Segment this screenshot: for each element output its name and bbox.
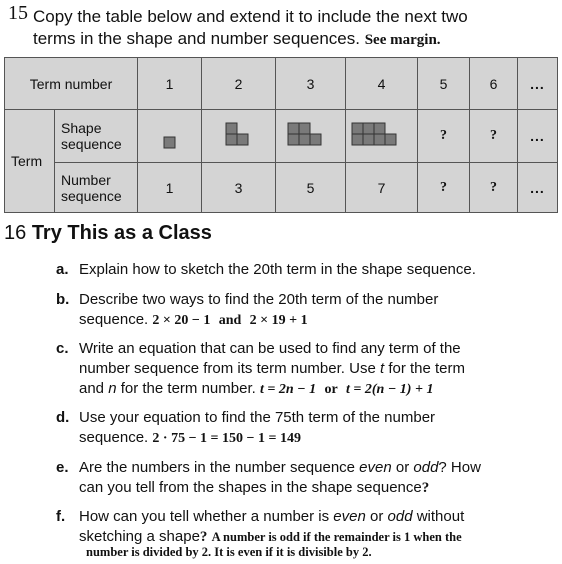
- term-number-cell: 4: [346, 58, 418, 110]
- item-c: [56, 339, 465, 400]
- number-term-cell: 1: [138, 163, 202, 213]
- item-f-even: even: [333, 508, 366, 525]
- item-c-answer1: t = 2n − 1: [259, 382, 317, 397]
- item-e-or: or: [395, 459, 410, 476]
- item-f-line2-text: sketching a shape: [79, 528, 200, 545]
- term-number-cell: 3: [276, 58, 346, 110]
- item-d-line2-text: sequence.: [79, 429, 149, 446]
- item-e-line1-end: ? How: [438, 459, 481, 476]
- shape-term-6-unknown: ?: [470, 110, 518, 163]
- item-f-line1-end: without: [416, 508, 465, 525]
- problem-15-number: 15: [8, 2, 28, 24]
- item-b-line2: [79, 310, 438, 331]
- item-e-letter: e.: [56, 459, 69, 476]
- term-number-header: Term number: [5, 58, 138, 110]
- item-f-letter: f.: [56, 508, 66, 525]
- shape-term-4-figure: [348, 113, 416, 157]
- item-b-and: and: [218, 313, 242, 328]
- item-e-line2-text: can you tell from the shapes in the shape sequence: [79, 479, 422, 496]
- term-number-cell: 6: [470, 58, 518, 110]
- item-f-line1: [79, 507, 464, 527]
- term-row-header: Term: [5, 110, 55, 213]
- margin-note: See margin.: [364, 32, 441, 48]
- problem-16-heading: [4, 222, 212, 245]
- item-c-letter: c.: [56, 340, 69, 357]
- shape-label-line1: Shape: [61, 120, 102, 136]
- item-e-line2: [79, 478, 481, 498]
- problem-15-line2: [33, 28, 441, 51]
- shape-term-2-figure: [204, 113, 274, 157]
- item-a-text: Explain how to sketch the 20th term in the shape sequence.: [79, 261, 476, 278]
- item-e-even: even: [359, 459, 392, 476]
- item-c-or: or: [324, 382, 338, 397]
- item-a: [56, 260, 476, 280]
- shape-term-1: [138, 110, 202, 163]
- item-c-line2-text: number sequence from its term number. Use: [79, 360, 376, 377]
- term-number-cell: 5: [418, 58, 470, 110]
- shape-term-5-unknown: ?: [418, 110, 470, 163]
- item-c-line2-end: for the term: [388, 360, 466, 377]
- shape-label-line2: sequence: [61, 136, 122, 152]
- sequence-table: [4, 57, 558, 213]
- item-f-line2: [79, 527, 464, 547]
- number-sequence-header: [55, 163, 138, 213]
- item-e-line1-text: Are the numbers in the number sequence: [79, 459, 355, 476]
- item-b-letter: b.: [56, 291, 70, 308]
- item-d-line2: [79, 428, 435, 449]
- item-b-line2-text: sequence.: [79, 311, 149, 328]
- item-b: [56, 290, 438, 331]
- term-number-ellipsis: ...: [518, 58, 558, 110]
- problem-16-number: 16: [4, 222, 27, 244]
- item-c-line1: Write an equation that can be used to find any term of the: [79, 340, 461, 357]
- item-b-answer2: 2 × 19 + 1: [249, 313, 308, 328]
- item-c-var-t: t: [379, 360, 385, 377]
- number-ellipsis: ...: [518, 163, 558, 213]
- item-c-and: and: [79, 380, 105, 397]
- item-c-answer2: t = 2(n − 1) + 1: [346, 382, 434, 397]
- number-term-cell: 7: [346, 163, 418, 213]
- item-f-odd: odd: [387, 508, 413, 525]
- problem-16-title: Try This as a Class: [31, 222, 212, 244]
- shape-term-3-figure: [278, 113, 344, 157]
- item-f: [56, 507, 464, 547]
- item-f-answer-line2: number is divided by 2. It is even if it is divisible by 2.: [86, 545, 372, 559]
- shape-term-3: [276, 110, 346, 163]
- number-term-cell: ?: [418, 163, 470, 213]
- term-number-cell: 1: [138, 58, 202, 110]
- number-term-cell: 5: [276, 163, 346, 213]
- item-c-line3: [79, 379, 465, 400]
- item-b-answer1: 2 × 20 − 1: [152, 313, 211, 328]
- item-c-line3-text: for the term number.: [120, 380, 256, 397]
- item-f-line1-text: How can you tell whether a number is: [79, 508, 330, 525]
- item-d-letter: d.: [56, 409, 70, 426]
- problem-15-line1: Copy the table below and extend it to include the next two: [33, 7, 468, 26]
- item-f-or: or: [370, 508, 384, 525]
- number-term-cell: 3: [202, 163, 276, 213]
- item-d: [56, 408, 435, 449]
- shape-sequence-header: [55, 110, 138, 163]
- item-c-line2: [79, 359, 465, 379]
- item-c-var-n: n: [108, 380, 117, 397]
- item-e: [56, 458, 481, 498]
- shape-ellipsis: ...: [518, 110, 558, 163]
- item-e-question-mark: ?: [421, 480, 430, 496]
- shape-term-4: [346, 110, 418, 163]
- item-e-line1: [79, 458, 481, 478]
- item-e-odd: odd: [413, 459, 439, 476]
- item-f-answer-line1: A number is odd if the remainder is 1 when the: [211, 530, 462, 544]
- term-number-cell: 2: [202, 58, 276, 110]
- item-f-question-mark: ?: [199, 529, 208, 545]
- number-term-cell: ?: [470, 163, 518, 213]
- number-label-line1: Number: [61, 171, 111, 188]
- item-a-letter: a.: [56, 261, 69, 278]
- problem-15-line2-text: terms in the shape and number sequences.: [33, 29, 360, 48]
- item-d-line1: Use your equation to find the 75th term of the number: [79, 409, 436, 426]
- item-d-answer: 2 · 75 − 1 = 150 − 1 = 149: [152, 431, 301, 446]
- shape-term-2: [202, 110, 276, 163]
- shape-term-1-figure: [140, 115, 200, 155]
- number-label-line2: sequence: [61, 187, 122, 204]
- item-b-line1: Describe two ways to find the 20th term of the number: [79, 291, 439, 308]
